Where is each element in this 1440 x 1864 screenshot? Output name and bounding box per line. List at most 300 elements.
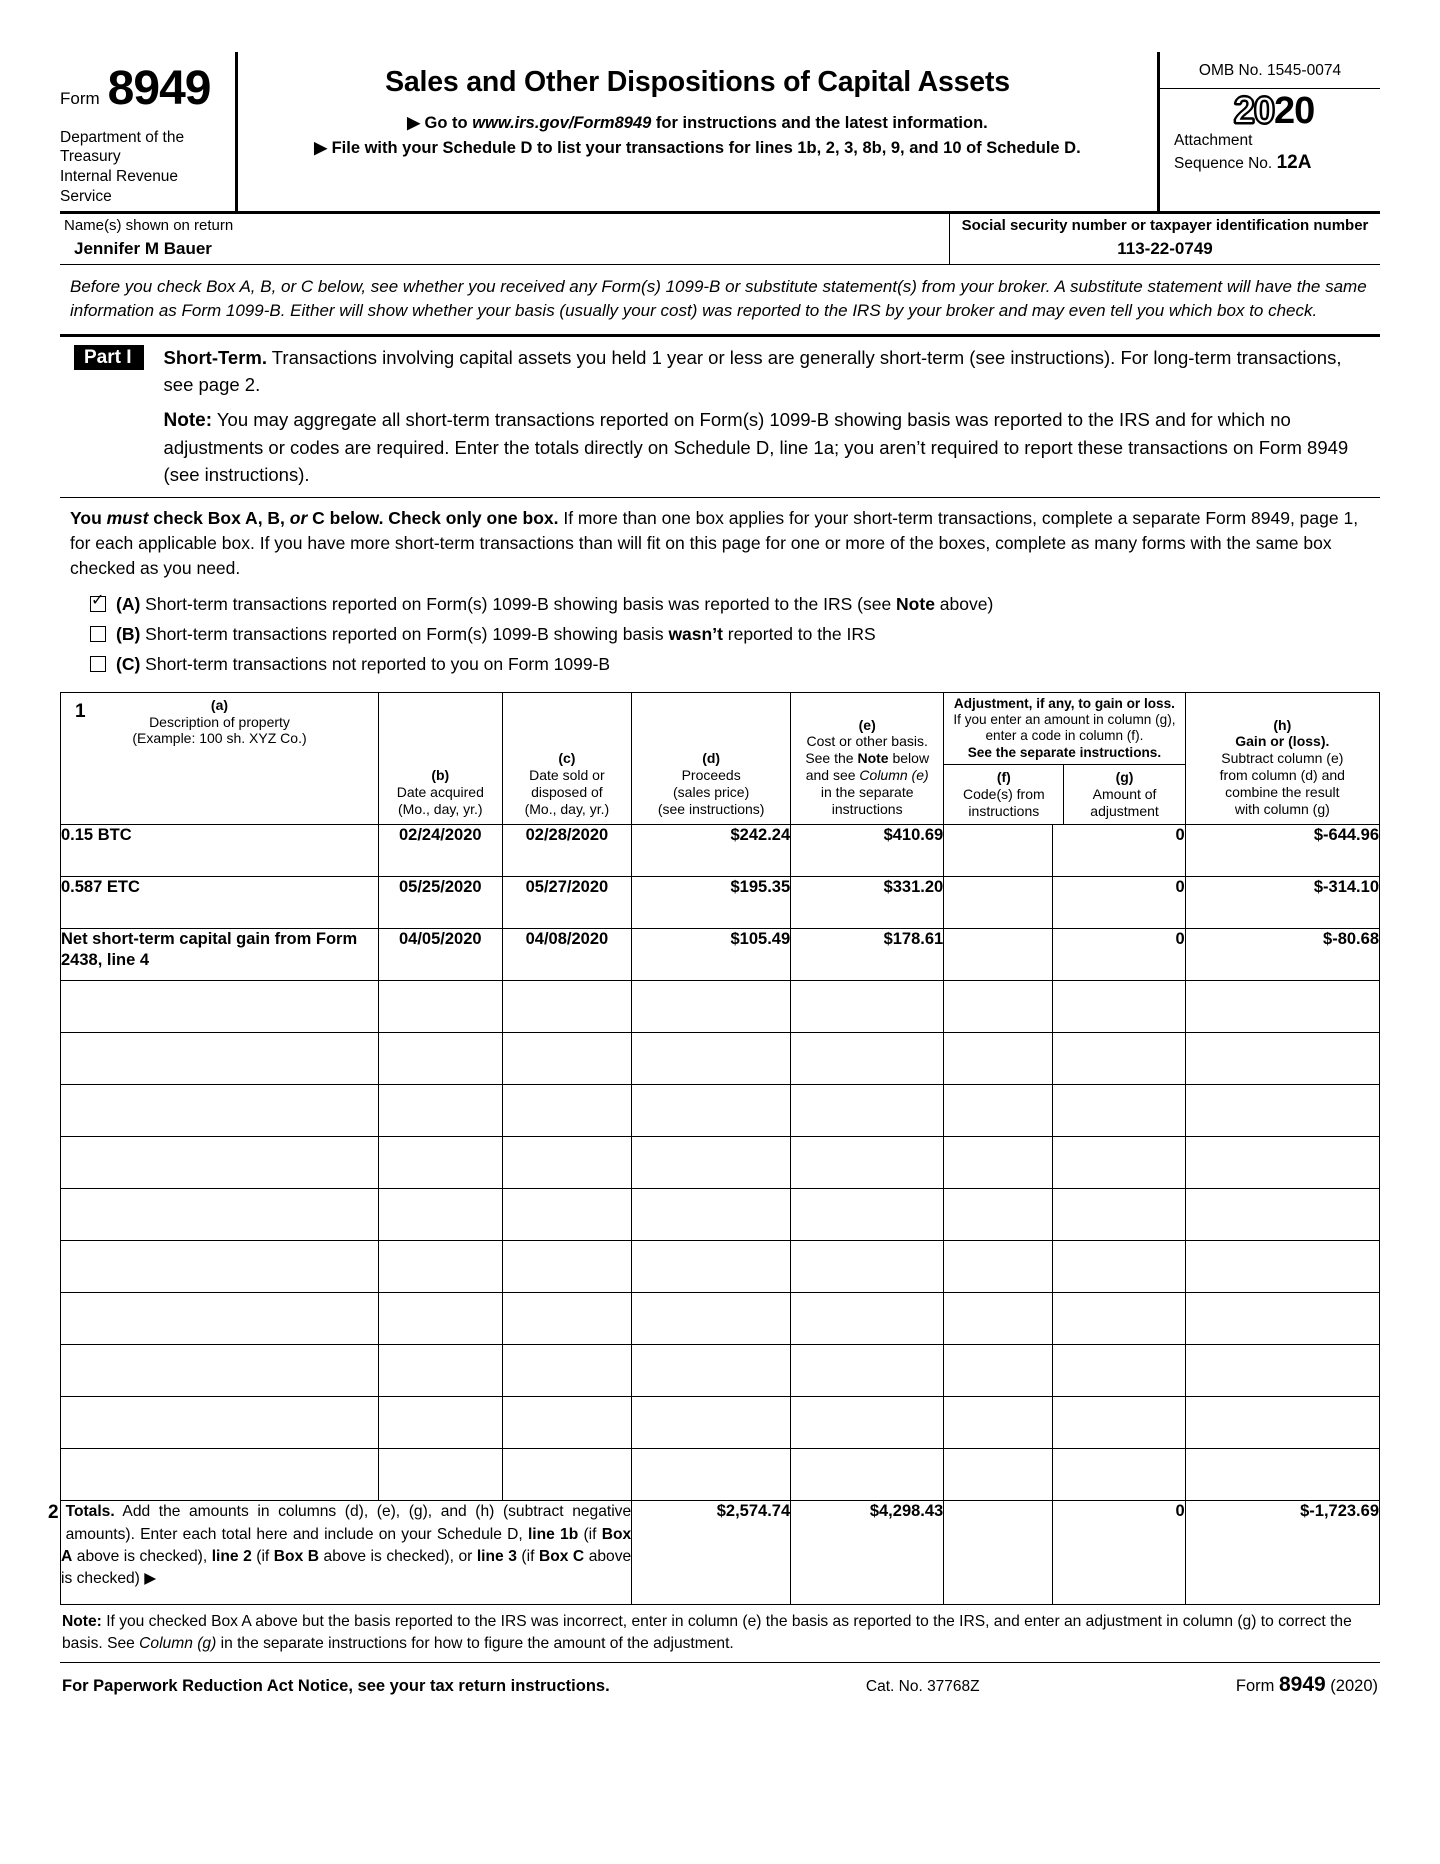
- col-d-line1: Proceeds: [681, 767, 741, 784]
- cell-code[interactable]: [944, 1293, 1052, 1345]
- cell-code[interactable]: [944, 1033, 1052, 1085]
- cell-adjustment[interactable]: [1052, 1241, 1185, 1293]
- col-e-line2c: below: [888, 750, 930, 767]
- footer-note-label: Note:: [62, 1613, 102, 1631]
- col-b-line2: (Mo., day, yr.): [398, 800, 483, 817]
- cell-code[interactable]: [944, 1189, 1052, 1241]
- goto-suffix: for instructions and the latest information.: [655, 114, 988, 132]
- row-cost-basis: $331.20: [883, 878, 944, 897]
- table-row[interactable]: [61, 1345, 1380, 1397]
- name-field-cell[interactable]: [60, 214, 950, 264]
- form-word-label: Form: [60, 89, 100, 108]
- catalog-number: Cat. No. 37768Z: [865, 1678, 980, 1696]
- totals-line3: line 3: [476, 1547, 517, 1565]
- totals-text-2: (if: [578, 1525, 602, 1543]
- col-f-line1: Code(s) from: [962, 785, 1045, 802]
- totals-cell-code[interactable]: [944, 1501, 1052, 1605]
- footer-note-text-a: If you checked Box A above but the basis reported to the IRS was incorrect, enter in column (e) the basis as reported to the IRS, and enter an adjustment in column (g) to correct the basis. See: [62, 1613, 1352, 1653]
- arrow-icon: ▶: [407, 114, 420, 132]
- ssn-field-cell[interactable]: [950, 214, 1380, 264]
- cell-gain-loss[interactable]: [1185, 1085, 1379, 1137]
- department-line-1: Department of the Treasury: [60, 128, 185, 166]
- cell-code[interactable]: [944, 981, 1052, 1033]
- cell-adjustment[interactable]: [1052, 825, 1185, 877]
- omb-number: OMB No. 1545-0074: [1160, 52, 1380, 89]
- cell-gain-loss[interactable]: [1185, 1241, 1379, 1293]
- row-adjustment: 0: [1175, 878, 1185, 897]
- totals-row[interactable]: [61, 1501, 1380, 1605]
- cell-date-acquired[interactable]: [378, 1345, 502, 1397]
- tax-year: [1172, 91, 1376, 132]
- row-adjustment: 0: [1175, 826, 1185, 845]
- box-a-text-after: above): [934, 593, 994, 614]
- arrow-icon: ▶: [144, 1569, 157, 1587]
- cell-code[interactable]: [944, 825, 1052, 877]
- row-gain-loss: $-644.96: [1313, 826, 1379, 845]
- cell-date-acquired[interactable]: [378, 1449, 502, 1501]
- table-row[interactable]: [61, 929, 1380, 981]
- cell-cost-basis[interactable]: [791, 1137, 944, 1189]
- cell-gain-loss[interactable]: [1185, 1033, 1379, 1085]
- col-e-line2a: See the: [805, 750, 858, 767]
- col-h-line4: combine the result: [1225, 783, 1340, 800]
- row-description-text: [61, 1241, 378, 1281]
- totals-label: Totals.: [65, 1503, 115, 1521]
- box-option-b-label: [116, 624, 876, 645]
- name-value[interactable]: Jennifer M Bauer: [74, 238, 212, 258]
- cell-code[interactable]: [944, 1397, 1052, 1449]
- cell-description[interactable]: [61, 1085, 379, 1137]
- cell-gain-loss[interactable]: [1185, 1397, 1379, 1449]
- footer-form-number: 8949: [1278, 1673, 1326, 1697]
- part1-note-text: You may aggregate all short-term transactions reported on Form(s) 1099-B showing basis was reported to the IRS and for which no adjustments or codes are required. Enter the totals directly on Schedule D, line 1a; you aren’t required to report these transactions on Form 8949 (see instructions).: [163, 409, 1349, 485]
- column-header-c: [502, 692, 632, 825]
- part1-section: [60, 337, 1380, 498]
- cell-date-acquired[interactable]: [378, 825, 502, 877]
- totals-proceeds: $2,574.74: [716, 1502, 791, 1521]
- col-d-letter: (d): [702, 750, 721, 767]
- col-e-line4: in the separate: [820, 783, 914, 800]
- cell-date-sold[interactable]: [502, 1189, 632, 1241]
- cell-date-acquired[interactable]: [378, 1085, 502, 1137]
- table-row[interactable]: [61, 1189, 1380, 1241]
- file-with-text: File with your Schedule D to list your transactions for lines 1b, 2, 3, 8b, 9, and 10 of Schedule D.: [331, 138, 1081, 157]
- cell-description[interactable]: [61, 1033, 379, 1085]
- box-a-letter: (A): [116, 593, 141, 614]
- table-row[interactable]: [61, 1085, 1380, 1137]
- cell-gain-loss[interactable]: [1185, 877, 1379, 929]
- must-check-lead-rest: check Box A, B,: [148, 507, 290, 528]
- totals-cell-gain-loss[interactable]: [1185, 1501, 1379, 1605]
- cell-cost-basis[interactable]: [791, 1293, 944, 1345]
- attachment-sequence-number: 12A: [1276, 151, 1312, 173]
- cell-proceeds[interactable]: [632, 929, 791, 981]
- col-c-line3: (Mo., day, yr.): [524, 800, 610, 817]
- col-d-line2: (sales price): [673, 783, 750, 800]
- cell-proceeds[interactable]: [632, 825, 791, 877]
- file-with-line: [246, 136, 1149, 161]
- cell-cost-basis[interactable]: [791, 929, 944, 981]
- cell-proceeds[interactable]: [632, 1033, 791, 1085]
- totals-gain-loss: $-1,723.69: [1300, 1502, 1379, 1521]
- totals-cell-cost-basis[interactable]: [791, 1501, 944, 1605]
- row-date-sold: 04/08/2020: [525, 930, 609, 949]
- cell-date-sold[interactable]: [502, 877, 632, 929]
- col-e-line1: Cost or other basis.: [806, 733, 928, 750]
- box-options-list: [60, 588, 1380, 692]
- cell-description[interactable]: [61, 1293, 379, 1345]
- table-row[interactable]: [61, 1397, 1380, 1449]
- totals-boxb: Box B: [273, 1547, 320, 1565]
- row-gain-loss: $-314.10: [1313, 878, 1379, 897]
- cell-cost-basis[interactable]: [791, 1033, 944, 1085]
- row-description-text: 0.15 BTC: [61, 826, 132, 845]
- cell-proceeds[interactable]: [632, 1397, 791, 1449]
- cell-adjustment[interactable]: [1052, 1085, 1185, 1137]
- identity-row: [60, 214, 1380, 265]
- cell-adjustment[interactable]: [1052, 981, 1185, 1033]
- cell-code[interactable]: [944, 1137, 1052, 1189]
- cell-date-sold[interactable]: [502, 929, 632, 981]
- box-option-a-label: [116, 594, 993, 615]
- part1-heading-rest: Transactions involving capital assets you held 1 year or less are generally short-term (see instructions). For long-term transactions, see page 2.: [163, 346, 1342, 395]
- checkbox-b[interactable]: [90, 626, 106, 642]
- footer-note: [60, 1605, 1380, 1663]
- footer-form-id: [1236, 1673, 1378, 1697]
- department-line-2: Internal Revenue Service: [60, 168, 179, 206]
- totals-line-number: 2: [48, 1502, 59, 1524]
- cell-gain-loss[interactable]: [1185, 1449, 1379, 1501]
- adj-title-line1: Adjustment, if any, to gain or loss.: [953, 695, 1175, 711]
- part1-heading: [164, 345, 1350, 399]
- column-header-adjustment-group: [944, 692, 1185, 825]
- goto-url[interactable]: www.irs.gov/Form8949: [472, 114, 652, 132]
- col-a-letter: (a): [210, 696, 229, 713]
- row-proceeds: $105.49: [730, 930, 791, 949]
- col-c-line1: Date sold or: [529, 767, 605, 784]
- part1-note-label: Note:: [163, 410, 213, 432]
- col-h-letter: (h): [1273, 716, 1292, 733]
- row-cost-basis: $410.69: [883, 826, 944, 845]
- box-option-b[interactable]: [90, 624, 1380, 645]
- cell-description[interactable]: [61, 1241, 379, 1293]
- col-f-letter: (f): [996, 769, 1011, 786]
- cell-gain-loss[interactable]: [1185, 981, 1379, 1033]
- adj-title-line2: If you enter an amount in column (g),: [953, 712, 1176, 728]
- cell-date-sold[interactable]: [502, 1449, 632, 1501]
- cell-description[interactable]: [61, 825, 379, 877]
- must-check-lead-c: C below. Check only one box.: [307, 507, 559, 528]
- arrow-icon: ▶: [314, 138, 327, 157]
- footer-note-italic: Column (g): [139, 1635, 217, 1653]
- cell-gain-loss[interactable]: [1185, 1293, 1379, 1345]
- table-row[interactable]: [61, 877, 1380, 929]
- table-row[interactable]: [61, 825, 1380, 877]
- footer-row: [60, 1663, 1380, 1697]
- col-c-letter: (c): [558, 750, 576, 767]
- row-date-sold: 02/28/2020: [525, 826, 609, 845]
- cell-date-sold[interactable]: [502, 981, 632, 1033]
- ssn-value[interactable]: 113-22-0749: [1117, 238, 1213, 258]
- cell-gain-loss[interactable]: [1185, 825, 1379, 877]
- cell-code[interactable]: [944, 877, 1052, 929]
- part1-body: [164, 345, 1380, 489]
- col-c-line2: disposed of: [531, 783, 603, 800]
- col-g-letter: (g): [1115, 769, 1134, 786]
- totals-text-4: (if: [251, 1547, 274, 1565]
- goto-prefix: Go to: [424, 114, 468, 132]
- cell-date-sold[interactable]: [502, 825, 632, 877]
- cell-code[interactable]: [944, 1449, 1052, 1501]
- cell-date-acquired[interactable]: [378, 1397, 502, 1449]
- col-e-note-emph: Note: [857, 750, 889, 767]
- box-b-letter: (B): [116, 623, 141, 644]
- cell-proceeds[interactable]: [632, 877, 791, 929]
- cell-cost-basis[interactable]: [791, 981, 944, 1033]
- row-description-text: [61, 1449, 378, 1489]
- totals-text-1: Add the amounts in columns (d), (e), (g), and (h) (subtract negative amounts). Enter each total here and include on your Schedule D,: [65, 1503, 632, 1543]
- row-description-text: 0.587 ETC: [61, 878, 140, 897]
- row-description-text: [61, 1345, 378, 1385]
- form-number: 8949: [107, 62, 211, 115]
- cell-code[interactable]: [944, 1241, 1052, 1293]
- row-description-text: [61, 981, 378, 1021]
- must-check-lead-or: or: [289, 507, 308, 528]
- cell-date-sold[interactable]: [502, 1085, 632, 1137]
- table-row[interactable]: [61, 1137, 1380, 1189]
- row-date-acquired: 02/24/2020: [399, 826, 482, 845]
- totals-text-7: above is checked): [61, 1547, 632, 1587]
- box-a-text-before: Short-term transactions reported on Form(s) 1099-B showing basis was reported to the IRS (see: [140, 593, 897, 614]
- col-e-column-e-emph: Column (e): [859, 767, 929, 784]
- footer-form-year: (2020): [1330, 1677, 1378, 1696]
- cell-cost-basis[interactable]: [791, 1085, 944, 1137]
- cell-date-acquired[interactable]: [378, 1033, 502, 1085]
- cell-proceeds[interactable]: [632, 981, 791, 1033]
- table-row[interactable]: [61, 981, 1380, 1033]
- goto-line: [246, 111, 1149, 136]
- transactions-table: [48, 692, 1380, 1606]
- cell-description[interactable]: [61, 1137, 379, 1189]
- table-row[interactable]: [61, 1033, 1380, 1085]
- cell-date-sold[interactable]: [502, 1345, 632, 1397]
- row-description-text: [61, 1137, 378, 1177]
- col-a-line2: (Example: 100 sh. XYZ Co.): [132, 730, 307, 747]
- paperwork-notice: For Paperwork Reduction Act Notice, see your tax return instructions.: [62, 1677, 610, 1696]
- row-description-text: [61, 1397, 378, 1437]
- ssn-label: Social security number or taxpayer identification number: [961, 216, 1369, 234]
- col-f-line2: instructions: [968, 802, 1040, 819]
- adjustment-group-title: [944, 693, 1184, 765]
- checkbox-a[interactable]: [90, 596, 106, 612]
- totals-cost-basis: $4,298.43: [869, 1502, 944, 1521]
- totals-adjustment: 0: [1175, 1502, 1185, 1521]
- cell-gain-loss[interactable]: [1185, 1137, 1379, 1189]
- cell-code[interactable]: [944, 1345, 1052, 1397]
- cell-cost-basis[interactable]: [791, 1189, 944, 1241]
- cell-description[interactable]: [61, 877, 379, 929]
- cell-description[interactable]: [61, 981, 379, 1033]
- col-a-line1: Description of property: [149, 713, 290, 730]
- cell-adjustment[interactable]: [1052, 1033, 1185, 1085]
- cell-adjustment[interactable]: [1052, 929, 1185, 981]
- row-description-text: [61, 1085, 378, 1125]
- cell-cost-basis[interactable]: [791, 1397, 944, 1449]
- attachment-block: [1172, 132, 1376, 174]
- cell-cost-basis[interactable]: [791, 825, 944, 877]
- cell-code[interactable]: [944, 929, 1052, 981]
- totals-cell-proceeds[interactable]: [632, 1501, 791, 1605]
- col-b-letter: (b): [431, 767, 450, 784]
- form-header-right: [1157, 52, 1380, 211]
- must-check-paragraph: [60, 498, 1380, 588]
- col-b-line1: Date acquired: [396, 783, 484, 800]
- year-block: [1160, 89, 1380, 178]
- column-header-h: [1185, 692, 1379, 825]
- cell-date-acquired[interactable]: [378, 929, 502, 981]
- cell-adjustment[interactable]: [1052, 1189, 1185, 1241]
- cell-description[interactable]: [61, 1189, 379, 1241]
- cell-date-acquired[interactable]: [378, 1241, 502, 1293]
- cell-proceeds[interactable]: [632, 1085, 791, 1137]
- cell-adjustment[interactable]: [1052, 1137, 1185, 1189]
- totals-text-6: (if: [516, 1547, 539, 1565]
- cell-date-sold[interactable]: [502, 1293, 632, 1345]
- attachment-label-1: Attachment: [1174, 132, 1253, 150]
- row-date-sold: 05/27/2020: [525, 878, 609, 897]
- cell-gain-loss[interactable]: [1185, 1189, 1379, 1241]
- column-header-d: [632, 692, 791, 825]
- col-e-line3a: and see: [805, 767, 860, 784]
- form-header-center: [238, 52, 1157, 211]
- col-h-line1: Gain or (loss).: [1235, 733, 1330, 750]
- cell-cost-basis[interactable]: [791, 1449, 944, 1501]
- cell-date-acquired[interactable]: [378, 981, 502, 1033]
- col-g-line1: Amount of: [1092, 785, 1157, 802]
- footer-note-text-b: in the separate instructions for how to figure the amount of the adjustment.: [216, 1635, 734, 1653]
- column-header-a: [61, 692, 379, 825]
- box-c-letter: (C): [116, 653, 141, 674]
- column-header-f: [944, 765, 1064, 824]
- cell-date-sold[interactable]: [502, 1033, 632, 1085]
- cell-description[interactable]: [61, 1397, 379, 1449]
- cell-proceeds[interactable]: [632, 1449, 791, 1501]
- cell-date-acquired[interactable]: [378, 877, 502, 929]
- department-block: [60, 112, 225, 207]
- must-check-body: If more than one box applies for your short-term transactions, complete a separate Form 8949, page 1, for each applicable box. If you have more short-term transactions than will fit on this page for one or more of the boxes, complete as many forms with the same box checked as you need.: [70, 507, 1359, 579]
- cell-cost-basis[interactable]: [791, 877, 944, 929]
- form-identifier: [60, 52, 225, 115]
- cell-date-sold[interactable]: [502, 1137, 632, 1189]
- col-e-line5: instructions: [831, 800, 903, 817]
- totals-instructions: [48, 1501, 632, 1590]
- totals-cell-adjustment[interactable]: [1052, 1501, 1185, 1605]
- totals-line2: line 2: [211, 1547, 252, 1565]
- totals-description-cell: [48, 1501, 632, 1605]
- cell-date-sold[interactable]: [502, 1397, 632, 1449]
- col-h-line3: from column (d) and: [1219, 767, 1345, 784]
- cell-date-acquired[interactable]: [378, 1189, 502, 1241]
- cell-date-acquired[interactable]: [378, 1137, 502, 1189]
- tax-year-hollow: 20: [1233, 90, 1274, 132]
- col-g-line2: adjustment: [1090, 802, 1159, 819]
- must-check-lead-you: You: [70, 507, 107, 528]
- cell-proceeds[interactable]: [632, 1189, 791, 1241]
- box-a-emph: Note: [896, 593, 935, 614]
- cell-adjustment[interactable]: [1052, 1397, 1185, 1449]
- cell-adjustment[interactable]: [1052, 1449, 1185, 1501]
- cell-date-sold[interactable]: [502, 1241, 632, 1293]
- box-b-emph: wasn’t: [668, 623, 723, 644]
- totals-boxa: Box A: [61, 1525, 632, 1565]
- checkbox-c[interactable]: [90, 656, 106, 672]
- cell-cost-basis[interactable]: [791, 1345, 944, 1397]
- table-row[interactable]: [61, 1449, 1380, 1501]
- row-date-acquired: 05/25/2020: [399, 878, 482, 897]
- row-description-text: Net short-term capital gain from Form 2438, line 4: [61, 930, 358, 970]
- cell-gain-loss[interactable]: [1185, 1345, 1379, 1397]
- cell-gain-loss[interactable]: [1185, 929, 1379, 981]
- box-b-text-before: Short-term transactions reported on Form(s) 1099-B showing basis: [140, 623, 669, 644]
- totals-boxc: Box C: [538, 1547, 585, 1565]
- table-row[interactable]: [61, 1293, 1380, 1345]
- table-row[interactable]: [61, 1241, 1380, 1293]
- footer-form-word: Form: [1235, 1677, 1275, 1696]
- intro-paragraph: Before you check Box A, B, or C below, see whether you received any Form(s) 1099-B or substitute statement(s) from your broker. A substitute statement will have the same information as Form 1099-B. Either will show whether your basis (usually your cost) was reported to the IRS by your broker and may even tell you which box to check.: [60, 265, 1380, 337]
- col-d-line3: (see instructions): [657, 800, 765, 817]
- row-description-text: [61, 1293, 378, 1333]
- cell-cost-basis[interactable]: [791, 1241, 944, 1293]
- row-description-text: [61, 1189, 378, 1229]
- totals-text-5: above is checked), or: [319, 1547, 477, 1565]
- box-option-c-label: [116, 654, 610, 675]
- must-check-lead-must: must: [106, 507, 149, 528]
- totals-line1b: line 1b: [527, 1525, 579, 1543]
- cell-description[interactable]: [61, 1345, 379, 1397]
- row-proceeds: $242.24: [730, 826, 791, 845]
- row-description-text: [61, 1033, 378, 1073]
- name-label: Name(s) shown on return: [64, 216, 234, 234]
- cell-adjustment[interactable]: [1052, 1345, 1185, 1397]
- box-option-a[interactable]: [90, 594, 1380, 615]
- box-option-c[interactable]: [90, 654, 1380, 675]
- totals-text-3: above is checked),: [72, 1547, 212, 1565]
- row-date-acquired: 04/05/2020: [399, 930, 482, 949]
- cell-proceeds[interactable]: [632, 1293, 791, 1345]
- column-header-b: [378, 692, 502, 825]
- adjustment-subcolumns: [944, 765, 1184, 824]
- cell-description[interactable]: [61, 929, 379, 981]
- cell-code[interactable]: [944, 1085, 1052, 1137]
- box-c-text-before: Short-term transactions not reported to you on Form 1099-B: [140, 653, 611, 674]
- cell-date-acquired[interactable]: [378, 1293, 502, 1345]
- cell-proceeds[interactable]: [632, 1137, 791, 1189]
- cell-description[interactable]: [61, 1449, 379, 1501]
- column-header-e: [791, 692, 944, 825]
- part1-tag: Part I: [74, 345, 144, 370]
- col-h-line2: Subtract column (e): [1221, 750, 1344, 767]
- attachment-label-2: Sequence No.: [1174, 154, 1273, 172]
- table-header-row: [61, 692, 1380, 825]
- cell-adjustment[interactable]: [1052, 877, 1185, 929]
- cell-adjustment[interactable]: [1052, 1293, 1185, 1345]
- adj-title-line4: See the separate instructions.: [967, 744, 1162, 760]
- row-cost-basis: $178.61: [883, 930, 944, 949]
- form-header-left: [60, 52, 238, 211]
- adj-title-line3: enter a code in column (f).: [985, 728, 1144, 744]
- cell-proceeds[interactable]: [632, 1241, 791, 1293]
- cell-proceeds[interactable]: [632, 1345, 791, 1397]
